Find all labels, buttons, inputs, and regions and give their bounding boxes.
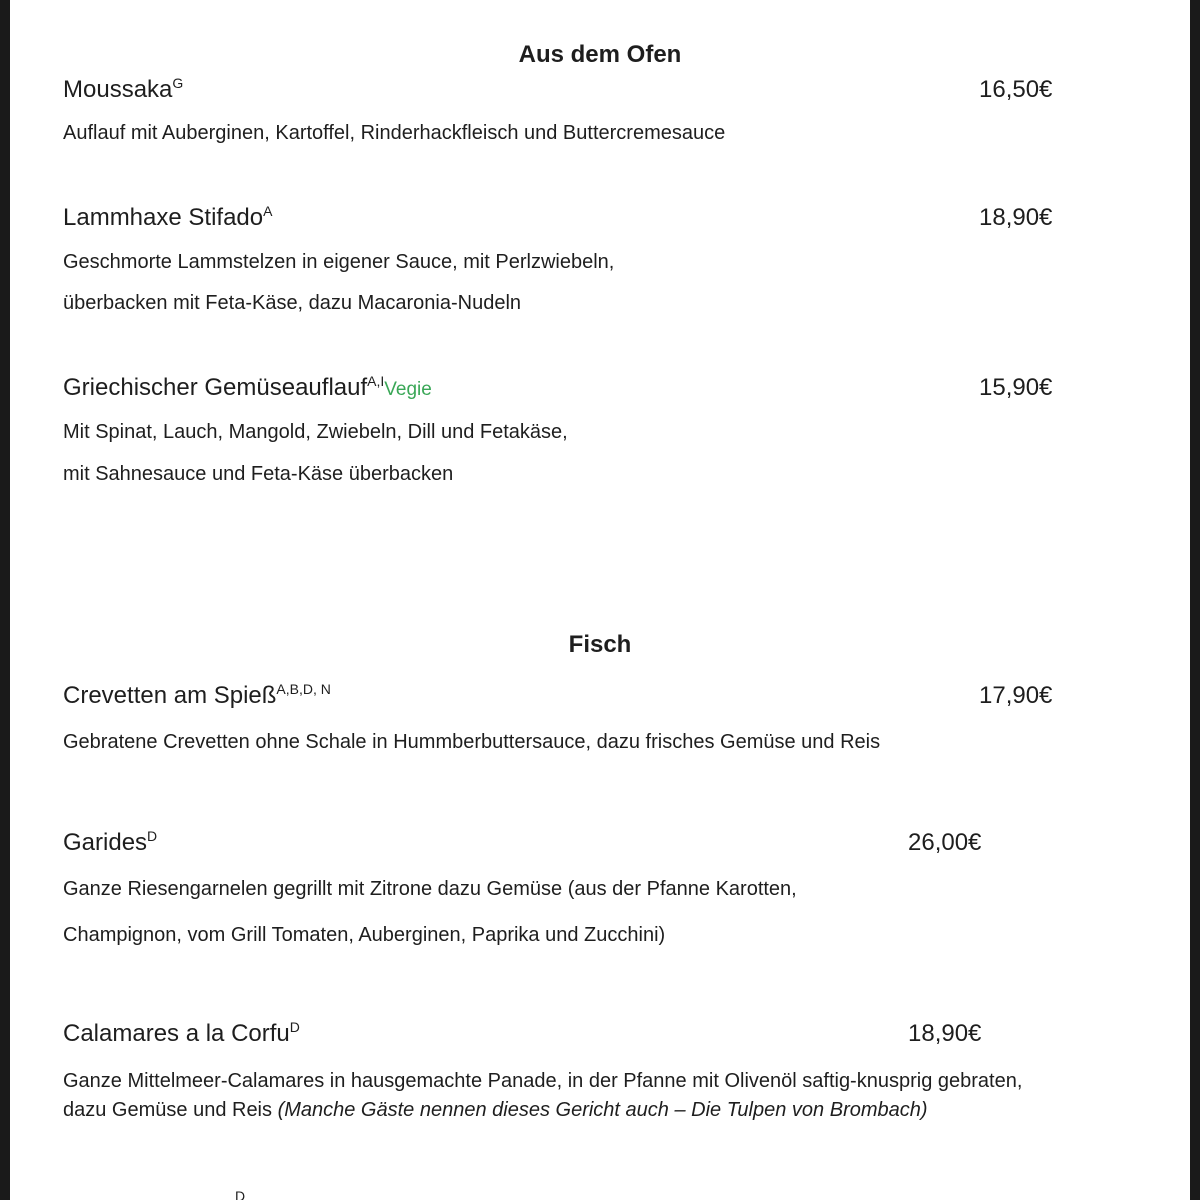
menu-item-description: Ganze Mittelmeer-Calamares in hausgemachte Panade, in der Pfanne mit Olivenöl saftig-knusprig gebraten, — [63, 1070, 1023, 1092]
menu-item-description: Mit Spinat, Lauch, Mangold, Zwiebeln, Dill und Fetakäse, — [63, 421, 568, 443]
allergen-codes: A — [263, 203, 273, 219]
menu-page — [10, 0, 1190, 1200]
menu-item-description: überbacken mit Feta-Käse, dazu Macaronia-Nudeln — [63, 292, 522, 314]
menu-item-description: Ganze Riesengarnelen gegrillt mit Zitrone dazu Gemüse (aus der Pfanne Karotten, — [63, 878, 797, 900]
menu-item-description: Champignon, vom Grill Tomaten, Auberginen, Paprika und Zucchini) — [63, 924, 666, 946]
menu-item-price: 16,50€ — [979, 76, 1053, 103]
clipped-superscript: D — [235, 1188, 246, 1200]
menu-item-description: Auflauf mit Auberginen, Kartoffel, Rinderhackfleisch und Buttercremesauce — [63, 122, 726, 144]
menu-item-description: Geschmorte Lammstelzen in eigener Sauce, mit Perlzwiebeln, — [63, 251, 615, 273]
menu-item-name: Lammhaxe Stifado$^A$ — [63, 203, 273, 231]
allergen-codes: A,B,D, N — [276, 681, 331, 697]
vegetarian-tag: Vegie — [384, 379, 432, 400]
section-title-aus-dem-ofen: Aus dem Ofen — [518, 41, 682, 68]
allergen-codes: G — [172, 75, 184, 91]
menu-item-price: 18,90€ — [908, 1020, 982, 1047]
menu-item-price: 15,90€ — [979, 374, 1053, 401]
menu-item-name: Garides$^D$ — [63, 828, 158, 856]
menu-item-name: Crevetten am Spieß$^{A,B,D, N}$ — [63, 681, 331, 709]
menu-item-note: (Manche Gäste nennen dieses Gericht auch – Die Tulpen von Brombach) — [277, 1099, 928, 1121]
menu-item-price: 18,90€ — [979, 204, 1053, 231]
menu-item-name: Griechischer Gemüseauflauf$^{A,I}$Vegie — [63, 373, 432, 401]
allergen-codes: A,I — [367, 373, 385, 389]
menu-item-description: Gebratene Crevetten ohne Schale in Hummberbuttersauce, dazu frisches Gemüse und Reis — [63, 731, 881, 753]
menu-item-name: Calamares a la Corfu$^D$ — [63, 1019, 300, 1047]
menu-item-price: 17,90€ — [979, 682, 1053, 709]
allergen-codes: D — [147, 828, 158, 844]
menu-item-price: 26,00€ — [908, 829, 982, 856]
menu-item-name: Moussaka$^G$ — [63, 75, 184, 103]
menu-item-description: mit Sahnesauce und Feta-Käse überbacken — [63, 463, 454, 485]
menu-item-description: dazu Gemüse und Reis (Manche Gäste nennen dieses Gericht auch – Die Tulpen von Brombach) — [63, 1099, 928, 1121]
section-title-fisch: Fisch — [568, 631, 632, 658]
allergen-codes: D — [289, 1019, 300, 1035]
